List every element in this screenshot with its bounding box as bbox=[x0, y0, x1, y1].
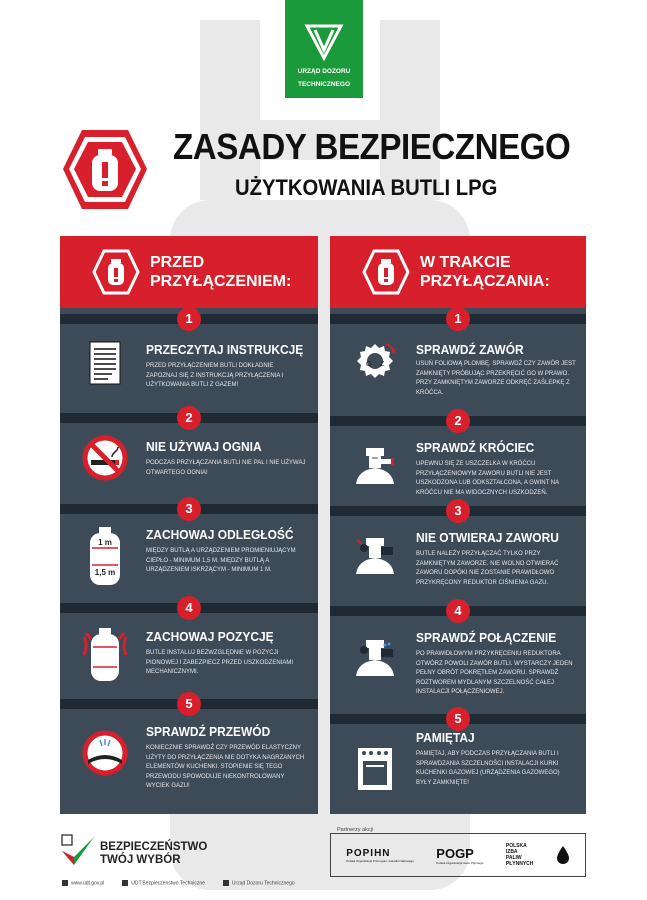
warning-cylinder-icon bbox=[60, 127, 150, 212]
valve-open-label: O bbox=[366, 361, 372, 368]
partners-label: Partnerzy akcji bbox=[337, 827, 374, 833]
website-link[interactable]: www.udt.gov.pl bbox=[62, 880, 104, 886]
home-icon bbox=[62, 880, 68, 886]
step-description: PRZED PRZYŁĄCZENIEM BUTLI DOKŁADNIE ZAPOZNAJ SIĘ Z INSTRUKCJĄ PRZYŁĄCZENIA I UŻYTKOWANIA BUTLI Z GAZEM! bbox=[146, 363, 284, 388]
gas-cylinder-distance-icon bbox=[82, 525, 128, 587]
step-description: BUTLE NALEŻY PRZYŁĄCZAĆ TYLKO PRZY ZAMKNIĘTYM ZAWORZE. NIE WOLNO OTWIERAĆ ZAWORU DOPÓKI NIE ZOSTANIE PRAWIDŁOWO PRZYKRĘCONY REDUKTOR CIŚNIENIA GAZU. bbox=[416, 551, 559, 586]
step-title: NIE OTWIERAJ ZAWORU bbox=[416, 530, 559, 545]
step-title: ZACHOWAJ ODLEGŁOŚĆ bbox=[146, 527, 294, 542]
step-number: 2 bbox=[177, 406, 201, 430]
step-number: 5 bbox=[177, 692, 201, 716]
header-during-line2: PRZYŁĄCZANIA: bbox=[420, 273, 550, 290]
step-description: KONIECZNIE SPRAWDŹ CZY PRZEWÓD ELASTYCZNY UŻYTY DO PRZYŁĄCZENIA NIE DOTYKA NAGRZANYCH ELEMENTÓW KUCHENKI. STOPIENIE SIĘ TEGO PRZEWODU SPOWODUJE NIEKONTROLOWANY WYCIEK GAZU! bbox=[146, 745, 305, 789]
step-number: 5 bbox=[446, 707, 470, 731]
step-description: PODCZAS PRZYŁĄCZANIA BUTLI NIE PAL I NIE UŻYWAJ OTWARTEGO OGNIA! bbox=[146, 460, 306, 476]
valve-icon bbox=[352, 340, 398, 386]
footer-brand-line2: TWÓJ WYBÓR bbox=[100, 854, 181, 866]
udt-emblem-icon bbox=[304, 22, 344, 62]
footer-brand-line1: BEZPIECZEŃSTWO bbox=[100, 841, 208, 853]
left-step-3 bbox=[60, 521, 318, 601]
step-title: ZACHOWAJ POZYCJĘ bbox=[146, 629, 274, 644]
partner-popihn: POPIHN Polska Organizacja Przemysłu i Handlu Naftowego bbox=[346, 847, 414, 863]
gas-cylinder-position-icon bbox=[82, 625, 128, 683]
left-step-2 bbox=[60, 431, 318, 491]
column-header-before bbox=[60, 236, 318, 308]
valve-close-label: Z bbox=[380, 361, 385, 368]
step-title: NIE UŻYWAJ OGNIA bbox=[146, 439, 262, 454]
partners-box bbox=[330, 833, 586, 877]
step-description: BUTLE INSTALUJ BEZWZGLĘDNIE W POZYCJI PIONOWEJ I ZABEZPIECZ PRZED USZKODZENIAMI MECHANICZNYMI. bbox=[146, 650, 294, 675]
no-smoking-icon bbox=[82, 435, 128, 481]
left-step-5 bbox=[60, 718, 318, 808]
connection-check-icon bbox=[352, 632, 398, 678]
right-step-5 bbox=[330, 730, 586, 810]
footer-brand bbox=[100, 841, 207, 867]
step-description: USUŃ FOLIOWĄ PLOMBĘ. SPRAWDŹ CZY ZAWÓR JEST ZAMKNIĘTY PRÓBUJĄC PRZEKRĘCIĆ GO W PRAWO. PRZY ZAMKNIĘTYM ZAWORZE ODKRĘĆ ZAŚLEPKĘ Z KRÓĆCA. bbox=[416, 361, 576, 396]
checkmark-logo-icon bbox=[60, 833, 96, 869]
step-description: PO PRAWIDŁOWYM PRZYKRĘCENIU REDUKTORA OTWÓRZ POWOLI ZAWÓR BUTLI. WYSTARCZY JEDEN PEŁNY OBRÓT POKRĘTŁEM ZAWORU. SPRAWDŹ ROZTWOREM MYDLANYM SZCZELNOŚĆ CAŁEJ INSTALACJI POŁĄCZENIOWEJ. bbox=[416, 651, 573, 695]
footer-links bbox=[62, 880, 295, 886]
step-number: 3 bbox=[177, 497, 201, 521]
fuel-drop-icon bbox=[556, 845, 570, 865]
step-title: PRZECZYTAJ INSTRUKCJĘ bbox=[146, 342, 304, 357]
header-before-line1: PRZED bbox=[150, 254, 205, 271]
left-step-1 bbox=[60, 332, 318, 404]
step-title: SPRAWDŹ KRÓCIEC bbox=[416, 440, 535, 455]
distance-15m-label: 1,5 m bbox=[94, 568, 116, 577]
step-description: MIĘDZY BUTLĄ A URZĄDZENIEM PROMIENIUJĄCYM CIEPŁO - MINIMUM 1,5 M. MIĘDZY BUTLĄ A URZĄDZENIEM ISKRZĄCYM - MINIMUM 1 M. bbox=[146, 548, 296, 573]
youtube-link[interactable]: Urząd Dozoru Technicznego bbox=[223, 880, 295, 886]
hose-icon bbox=[82, 730, 128, 776]
step-description: PAMIĘTAJ, ABY PODCZAS PRZYŁĄCZANIA BUTLI I SPRAWDZANIA SZCZELNOŚCI INSTALACJI KURKI KUCHENKI GAZOWEJ (URZĄDZENIA GAZOWEGO) BYŁY ZAMKNIĘTE! bbox=[416, 751, 560, 786]
step-title: PAMIĘTAJ bbox=[416, 730, 475, 745]
step-title: SPRAWDŹ PRZEWÓD bbox=[146, 724, 271, 739]
cylinder-hex-icon bbox=[362, 249, 410, 295]
connector-icon bbox=[352, 440, 398, 486]
partner-pipp: POLSKA IZBA PALIW PŁYNNYCH bbox=[505, 843, 534, 867]
step-number: 4 bbox=[446, 599, 470, 623]
left-step-4 bbox=[60, 621, 318, 691]
step-title: SPRAWDŹ POŁĄCZENIE bbox=[416, 630, 557, 645]
udt-logo-line1: URZĄD DOZORU bbox=[297, 68, 351, 75]
udt-logo-line2: TECHNICZNEGO bbox=[298, 81, 350, 88]
document-icon bbox=[82, 340, 128, 386]
partner-pogp: POGP Polska Organizacja Gazu Płynnego bbox=[436, 845, 484, 865]
facebook-link[interactable]: UDT.Bezpieczenstwo.Techniczne bbox=[122, 880, 205, 886]
header-during-line1: W TRAKCIE bbox=[420, 254, 511, 271]
regulator-icon bbox=[352, 530, 398, 576]
column-during-connection bbox=[330, 236, 586, 814]
right-step-3 bbox=[330, 524, 586, 596]
column-header-during bbox=[330, 236, 586, 308]
step-number: 1 bbox=[177, 307, 201, 331]
step-number: 3 bbox=[446, 499, 470, 523]
column-before-connection bbox=[60, 236, 318, 814]
step-description: UPEWNIJ SIĘ ŻE USZCZELKA W KRÓĆCU PRZYŁĄCZENIOWYM ZAWORU BUTLI NIE JEST USZKODZONA LUB ODKSZTAŁCONA, A GWINT NA KRÓĆCU NIE MA WIDOCZNYCH USZKODZEŃ. bbox=[416, 461, 559, 496]
stove-icon bbox=[352, 746, 398, 792]
distance-1m-label: 1 m bbox=[98, 538, 112, 547]
udt-logo bbox=[285, 0, 363, 98]
step-number: 1 bbox=[446, 307, 470, 331]
right-step-4 bbox=[330, 624, 586, 710]
right-step-1 bbox=[330, 332, 586, 408]
page-title: ZASADY BEZPIECZNEGO bbox=[173, 126, 571, 167]
header-before-line2: PRZYŁĄCZENIEM: bbox=[150, 273, 292, 290]
step-number: 4 bbox=[177, 596, 201, 620]
step-title: SPRAWDŹ ZAWÓR bbox=[416, 342, 524, 357]
facebook-icon bbox=[122, 880, 128, 886]
cylinder-hex-icon bbox=[92, 249, 140, 295]
youtube-icon bbox=[223, 880, 229, 886]
step-number: 2 bbox=[446, 409, 470, 433]
page-subtitle: UŻYTKOWANIA BUTLI LPG bbox=[235, 175, 498, 200]
